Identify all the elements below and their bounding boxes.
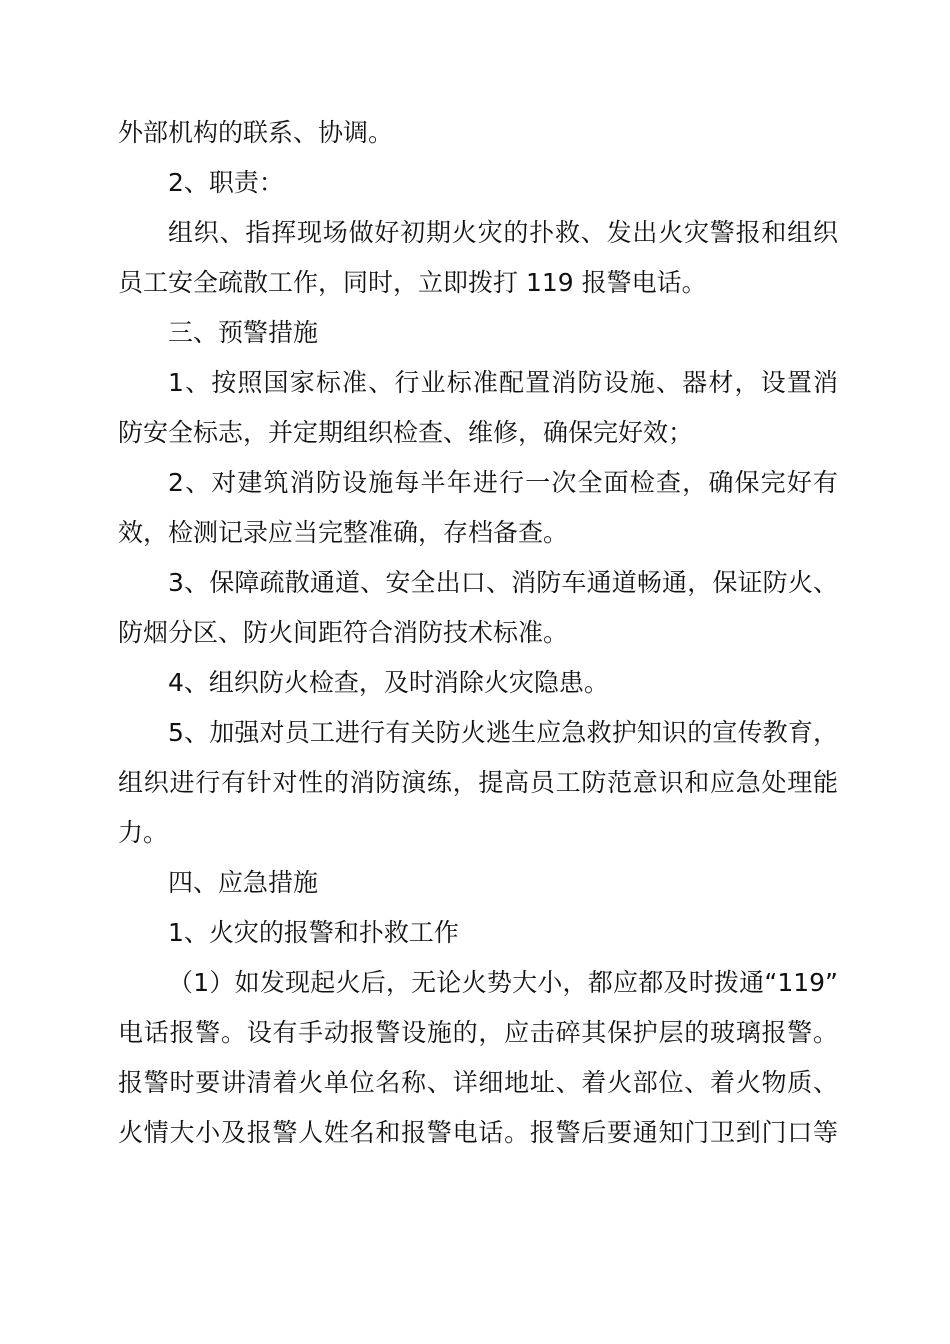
text-line: 力。 [118,818,169,847]
section-heading: 三、预警措施 [168,318,319,347]
text-line: 防烟分区、防火间距符合消防技术标准。 [118,618,569,647]
text-line: 5、加强对员工进行有关防火逃生应急救护知识的宣传教育， [168,718,838,747]
text-line: 1、按照国家标准、行业标准配置消防设施、器材，设置消 [168,368,838,397]
text-line: 2、对建筑消防设施每半年进行一次全面检查，确保完好有 [168,468,838,497]
text-line: 组织进行有针对性的消防演练，提高员工防范意识和应急处理能 [118,768,838,797]
text-line: 电话报警。设有手动报警设施的，应击碎其保护层的玻璃报警。 [118,1018,838,1047]
text-line: 防安全标志，并定期组织检查、维修，确保完好效； [118,418,694,447]
text-line: 员工安全疏散工作，同时，立即拨打 119 报警电话。 [118,268,707,297]
text-line: 火情大小及报警人姓名和报警电话。报警后要通知门卫到门口等 [118,1118,838,1147]
section-heading: 2、职责： [168,168,284,197]
text-line: 4、组织防火检查，及时消除火灾隐患。 [168,668,609,697]
section-heading: 四、应急措施 [168,868,319,897]
subsection-heading: 1、火灾的报警和扑救工作 [168,918,459,947]
text-line: 报警时要讲清着火单位名称、详细地址、着火部位、着火物质、 [118,1068,838,1097]
text-line: 效，检测记录应当完整准确，存档备查。 [118,518,569,547]
text-line: 3、保障疏散通道、安全出口、消防车通道畅通，保证防火、 [168,568,838,597]
text-line: 组织、指挥现场做好初期火灾的扑救、发出火灾警报和组织 [168,218,838,247]
text-line: （1）如发现起火后，无论火势大小，都应都及时拨通“119” [168,968,838,997]
text-line: 外部机构的联系、协调。 [118,118,394,147]
